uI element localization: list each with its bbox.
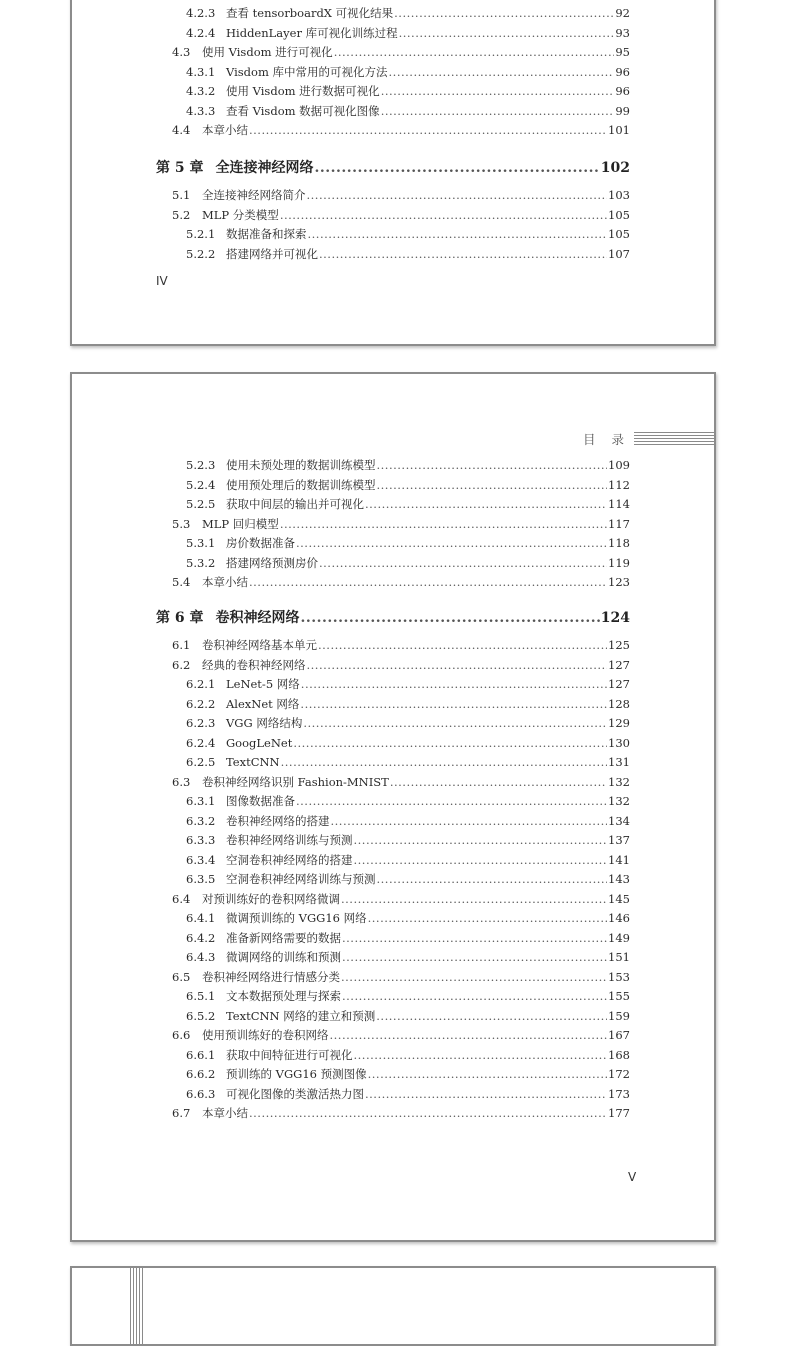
section-number: 6.4	[172, 891, 191, 906]
toc-entry[interactable]	[156, 82, 630, 102]
section-title: 文本数据预处理与探索	[226, 989, 341, 1003]
page-ref: 151	[608, 950, 630, 964]
page-ref: 107	[608, 246, 630, 261]
page-ref: 127	[608, 657, 630, 672]
dot-leader	[308, 225, 608, 245]
dot-leader	[280, 515, 607, 535]
dot-leader	[331, 812, 608, 832]
section-number: 6.2.4	[186, 735, 216, 750]
section-title: 使用 Visdom 进行数据可视化	[226, 84, 380, 98]
page-ref: 99	[615, 103, 630, 118]
section-title: 数据准备和探索	[226, 227, 307, 241]
page-ref: 132	[608, 774, 630, 789]
page-ref: 137	[608, 833, 630, 847]
dot-leader	[307, 186, 608, 206]
margin-rule-decoration	[130, 1268, 144, 1346]
page-ref: 96	[615, 64, 630, 79]
toc-entry[interactable]	[156, 245, 630, 265]
section-title: Visdom 库中常用的可视化方法	[226, 64, 388, 79]
section-title: 微调预训练的 VGG16 网络	[226, 911, 367, 925]
toc-entry[interactable]	[156, 1085, 630, 1105]
section-number: 6.5.1	[186, 989, 216, 1003]
section-number: 4.2.3	[186, 6, 216, 20]
section-number: 6.2.1	[186, 677, 216, 691]
section-number: 5.2.2	[186, 246, 216, 261]
toc-entry[interactable]	[156, 63, 630, 83]
section-title: 卷积神经网络基本单元	[202, 638, 317, 652]
section-title: 搭建网络预测房价	[226, 555, 318, 570]
page-ref: 96	[615, 84, 630, 98]
toc-page-next	[70, 1266, 716, 1346]
page-ref: 105	[608, 227, 630, 241]
toc-entry[interactable]	[156, 656, 630, 676]
section-title: 使用预处理后的数据训练模型	[226, 477, 376, 492]
dot-leader	[377, 870, 608, 890]
section-title: 使用 Visdom 进行可视化	[202, 45, 333, 59]
page-ref: 149	[608, 930, 630, 945]
page-ref: 132	[608, 794, 630, 808]
toc-entry[interactable]	[156, 675, 630, 695]
dot-leader	[330, 1026, 608, 1046]
section-number: 4.3.3	[186, 103, 216, 118]
section-title: 查看 tensorboardX 可视化结果	[226, 6, 394, 20]
chapter-title: 卷积神经网络	[215, 610, 300, 626]
section-number: 6.6	[172, 1028, 191, 1042]
page-ref: 114	[608, 497, 630, 511]
toc-entry[interactable]	[156, 792, 630, 812]
page-ref: 118	[608, 536, 630, 550]
section-title: 全连接神经网络简介	[202, 188, 306, 202]
dot-leader	[280, 206, 607, 226]
toc-entry[interactable]	[156, 573, 630, 593]
section-title: 获取中间层的输出并可视化	[226, 497, 364, 511]
toc-entry[interactable]	[156, 456, 630, 476]
page-ref: 119	[608, 555, 630, 570]
section-number: 5.1	[172, 188, 191, 202]
toc-entry[interactable]	[156, 24, 630, 44]
section-number: 6.4.3	[186, 950, 216, 964]
page-ref: 130	[608, 735, 630, 750]
dot-leader	[394, 4, 614, 24]
page-ref: 103	[608, 188, 630, 202]
toc-list	[156, 148, 630, 264]
dot-leader	[381, 82, 615, 102]
page-ref: 159	[608, 1008, 630, 1023]
dot-leader	[315, 154, 600, 182]
section-title: 本章小结	[202, 123, 248, 137]
toc-entry[interactable]	[156, 714, 630, 734]
toc-page-iv	[70, 0, 716, 346]
chapter-heading[interactable]	[156, 604, 630, 632]
page-ref: 128	[608, 696, 630, 711]
dot-leader	[390, 773, 607, 793]
dot-leader	[377, 476, 608, 496]
page-ref: 102	[600, 160, 630, 176]
section-number: 6.2.2	[186, 696, 216, 711]
section-number: 5.2.4	[186, 477, 216, 492]
toc-entry[interactable]	[156, 734, 630, 754]
toc-entry[interactable]	[156, 43, 630, 63]
toc-entry[interactable]	[156, 206, 630, 226]
section-number: 6.5	[172, 969, 191, 984]
toc-list	[156, 456, 630, 593]
dot-leader	[342, 929, 607, 949]
chapter-title: 全连接神经网络	[215, 160, 314, 176]
section-title: 可视化图像的类激活热力图	[226, 1086, 364, 1101]
toc-list	[156, 4, 630, 141]
page-ref: 92	[615, 6, 630, 20]
toc-entry[interactable]	[156, 554, 630, 574]
dot-leader	[376, 1007, 607, 1027]
section-title: HiddenLayer 库可视化训练过程	[226, 25, 398, 40]
header-rule-decoration	[634, 432, 714, 446]
dot-leader	[307, 656, 608, 676]
section-number: 6.3.2	[186, 813, 216, 828]
page-ref: 95	[615, 45, 630, 59]
dot-leader	[341, 968, 607, 988]
toc-entry[interactable]	[156, 121, 630, 141]
page-ref: 93	[615, 25, 630, 40]
section-title: TextCNN 网络的建立和预测	[226, 1008, 376, 1023]
section-title: 经典的卷积神经网络	[202, 657, 306, 672]
section-title: 房价数据准备	[226, 536, 295, 550]
section-number: 6.3.3	[186, 833, 216, 847]
dot-leader	[319, 245, 607, 265]
section-title: TextCNN	[226, 755, 280, 769]
page-ref: 112	[608, 477, 630, 492]
dot-leader	[368, 1065, 607, 1085]
toc-entry[interactable]	[156, 909, 630, 929]
dot-leader	[303, 714, 607, 734]
header-title: 目 录	[583, 432, 630, 447]
page-ref: 109	[608, 458, 630, 472]
dot-leader	[341, 890, 607, 910]
dot-leader	[319, 554, 607, 574]
section-title: 使用预训练好的卷积网络	[202, 1028, 329, 1042]
toc-entry[interactable]	[156, 968, 630, 988]
dot-leader	[381, 102, 615, 122]
page-ref: 101	[608, 123, 630, 137]
chapter-number: 第 5 章	[156, 160, 204, 176]
dot-leader	[399, 24, 615, 44]
section-number: 6.3	[172, 774, 191, 789]
toc-entry[interactable]	[156, 890, 630, 910]
section-number: 5.4	[172, 575, 191, 589]
page-ref: 177	[608, 1106, 630, 1120]
dot-leader	[368, 909, 607, 929]
section-number: 5.2.3	[186, 458, 216, 472]
chapter-number: 第 6 章	[156, 610, 204, 626]
section-number: 4.2.4	[186, 25, 216, 40]
toc-entry[interactable]	[156, 515, 630, 535]
section-title: 卷积神经网络的搭建	[226, 813, 330, 828]
page-ref: 129	[608, 716, 630, 730]
dot-leader	[301, 675, 607, 695]
toc-entry[interactable]	[156, 495, 630, 515]
dot-leader	[281, 753, 607, 773]
toc-entry[interactable]	[156, 948, 630, 968]
section-title: 空洞卷积神经网络的搭建	[226, 852, 353, 867]
dot-leader	[293, 734, 607, 754]
page-ref: 155	[608, 989, 630, 1003]
section-title: 微调网络的训练和预测	[226, 950, 341, 964]
page-ref: 117	[608, 516, 630, 531]
section-number: 6.6.1	[186, 1047, 216, 1062]
dot-leader	[249, 121, 607, 141]
section-title: AlexNet 网络	[226, 696, 300, 711]
page-ref: 143	[608, 872, 630, 886]
dot-leader	[389, 63, 615, 83]
page-ref: 173	[608, 1086, 630, 1101]
toc-entry[interactable]	[156, 695, 630, 715]
page-ref: 134	[608, 813, 630, 828]
dot-leader	[318, 636, 607, 656]
section-title: 预训练的 VGG16 预测图像	[226, 1067, 367, 1081]
section-title: 卷积神经网络识别 Fashion-MNIST	[202, 774, 389, 789]
section-number: 5.2.5	[186, 497, 216, 511]
toc-list	[156, 598, 630, 1124]
dot-leader	[249, 573, 607, 593]
section-number: 4.3.2	[186, 84, 216, 98]
dot-leader	[354, 851, 608, 871]
toc-entry[interactable]	[156, 1026, 630, 1046]
section-number: 5.2.1	[186, 227, 216, 241]
section-number: 6.1	[172, 638, 191, 652]
toc-entry[interactable]	[156, 1046, 630, 1066]
dot-leader	[342, 987, 607, 1007]
section-number: 5.3	[172, 516, 191, 531]
toc-entry[interactable]	[156, 534, 630, 554]
section-title: 对预训练好的卷积网络微调	[202, 891, 340, 906]
section-title: GoogLeNet	[226, 735, 293, 750]
dot-leader	[334, 43, 615, 63]
dot-leader	[342, 948, 607, 968]
section-number: 5.3.2	[186, 555, 216, 570]
dot-leader	[354, 1046, 608, 1066]
dot-leader	[301, 604, 600, 632]
page-ref: 141	[608, 852, 630, 867]
toc-entry[interactable]	[156, 1007, 630, 1027]
section-number: 6.3.1	[186, 794, 216, 808]
section-title: 空洞卷积神经网络训练与预测	[226, 872, 376, 886]
section-number: 6.4.1	[186, 911, 216, 925]
toc-entry[interactable]	[156, 929, 630, 949]
page-number: V	[628, 1170, 637, 1184]
section-number: 6.4.2	[186, 930, 216, 945]
page-ref: 131	[608, 755, 630, 769]
section-number: 5.2	[172, 207, 191, 222]
dot-leader	[365, 495, 607, 515]
page-ref: 105	[608, 207, 630, 222]
section-title: 图像数据准备	[226, 794, 295, 808]
section-number: 6.2.5	[186, 755, 216, 769]
section-title: 获取中间特征进行可视化	[226, 1047, 353, 1062]
section-number: 5.3.1	[186, 536, 216, 550]
section-number: 6.7	[172, 1106, 191, 1120]
section-title: 查看 Visdom 数据可视化图像	[226, 103, 380, 118]
section-title: MLP 回归模型	[202, 516, 279, 531]
page-ref: 167	[608, 1028, 630, 1042]
section-title: 本章小结	[202, 575, 248, 589]
section-number: 6.2	[172, 657, 191, 672]
section-number: 4.3	[172, 45, 191, 59]
page-ref: 168	[608, 1047, 630, 1062]
page-ref: 127	[608, 677, 630, 691]
section-number: 6.3.4	[186, 852, 216, 867]
page-ref: 145	[608, 891, 630, 906]
section-title: MLP 分类模型	[202, 207, 279, 222]
toc-entry[interactable]	[156, 831, 630, 851]
dot-leader	[296, 534, 607, 554]
toc-entry[interactable]	[156, 186, 630, 206]
toc-entry[interactable]	[156, 773, 630, 793]
section-title: 本章小结	[202, 1106, 248, 1120]
toc-entry[interactable]	[156, 225, 630, 245]
section-number: 6.6.3	[186, 1086, 216, 1101]
section-number: 4.4	[172, 123, 191, 137]
section-title: 卷积神经网络训练与预测	[226, 833, 353, 847]
toc-entry[interactable]	[156, 4, 630, 24]
section-title: 使用未预处理的数据训练模型	[226, 458, 376, 472]
toc-entry[interactable]	[156, 870, 630, 890]
section-title: 准备新网络需要的数据	[226, 930, 341, 945]
section-number: 6.6.2	[186, 1067, 216, 1081]
page-ref: 172	[608, 1067, 630, 1081]
dot-leader	[365, 1085, 607, 1105]
section-number: 6.2.3	[186, 716, 216, 730]
dot-leader	[354, 831, 608, 851]
section-title: VGG 网络结构	[226, 716, 303, 730]
section-number: 6.3.5	[186, 872, 216, 886]
page-ref: 125	[608, 638, 630, 652]
page-ref: 123	[608, 575, 630, 589]
dot-leader	[377, 456, 608, 476]
section-title: 搭建网络并可视化	[226, 246, 318, 261]
section-number: 6.5.2	[186, 1008, 216, 1023]
dot-leader	[300, 695, 607, 715]
section-title: LeNet-5 网络	[226, 677, 300, 691]
page-ref: 146	[608, 911, 630, 925]
toc-entry[interactable]	[156, 1104, 630, 1124]
toc-entry[interactable]	[156, 102, 630, 122]
toc-entry[interactable]	[156, 476, 630, 496]
chapter-heading[interactable]	[156, 154, 630, 182]
toc-entry[interactable]	[156, 1065, 630, 1085]
toc-entry[interactable]	[156, 812, 630, 832]
section-number: 4.3.1	[186, 64, 216, 79]
dot-leader	[249, 1104, 607, 1124]
page-number: IV	[156, 274, 168, 288]
page-ref: 153	[608, 969, 630, 984]
dot-leader	[296, 792, 607, 812]
page-header	[583, 430, 714, 448]
toc-page-v	[70, 372, 716, 1242]
toc-entry[interactable]	[156, 753, 630, 773]
toc-entry[interactable]	[156, 636, 630, 656]
page-ref: 124	[600, 610, 630, 626]
toc-entry[interactable]	[156, 987, 630, 1007]
toc-entry[interactable]	[156, 851, 630, 871]
section-title: 卷积神经网络进行情感分类	[202, 969, 340, 984]
